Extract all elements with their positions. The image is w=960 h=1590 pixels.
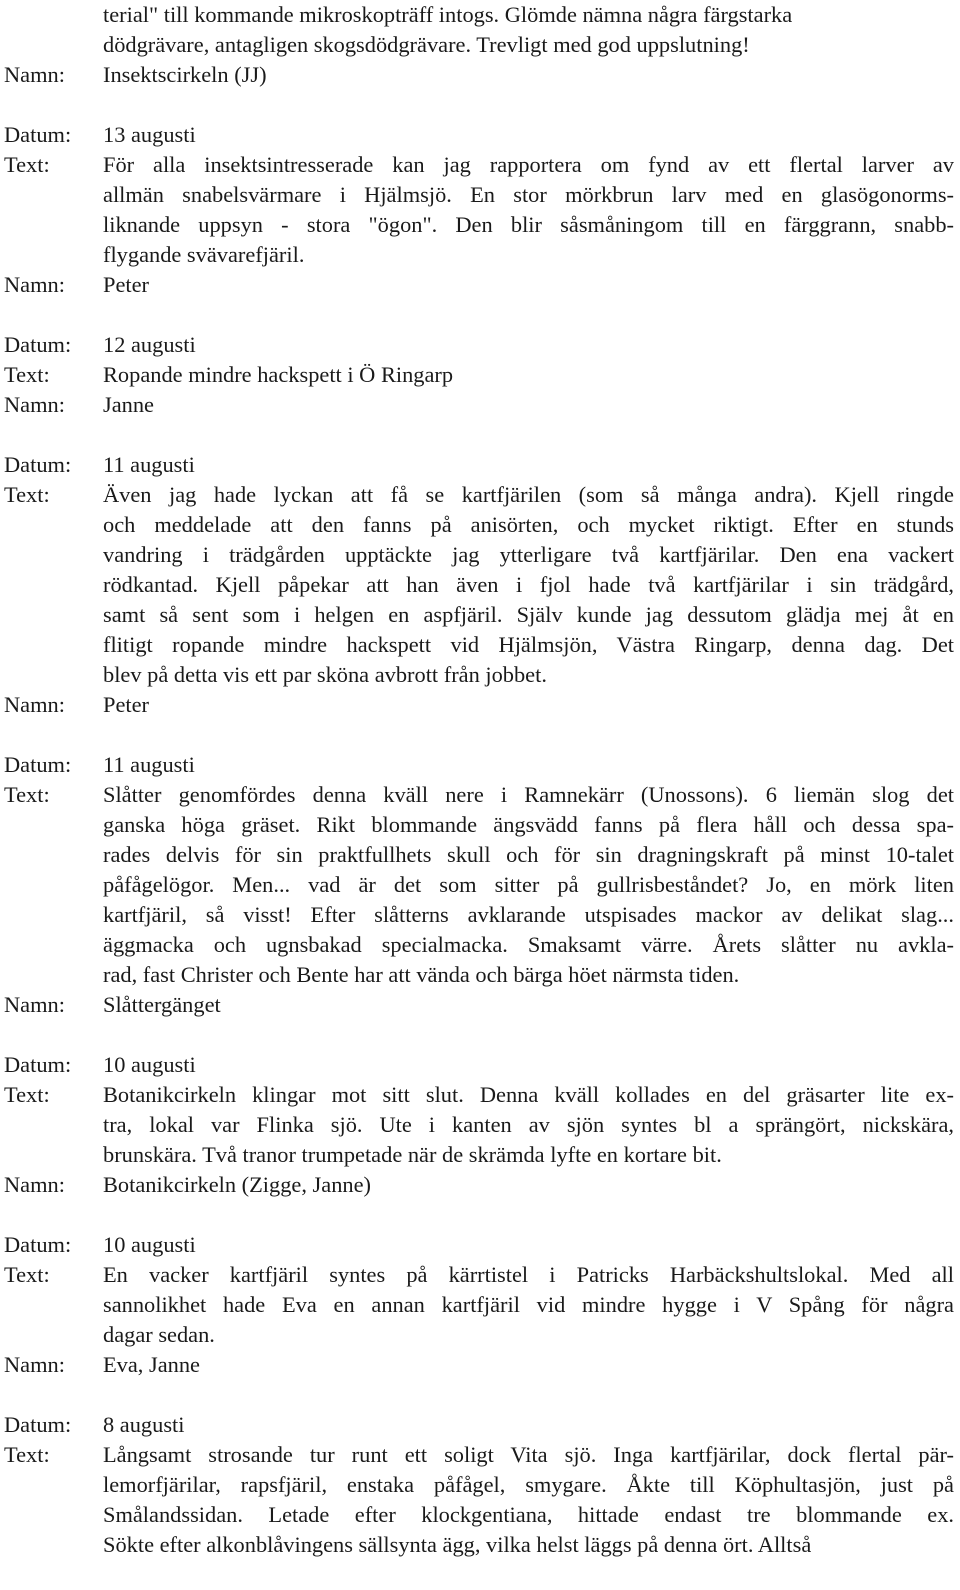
name-value: Janne	[103, 392, 154, 417]
name-label: Namn:	[4, 1352, 65, 1377]
lead-entry	[0, 0, 960, 60]
entry	[0, 120, 960, 300]
text-value	[103, 150, 960, 270]
date-label: Datum:	[4, 752, 72, 777]
text-label: Text:	[4, 1262, 50, 1287]
text-line: rades delvis för sin praktfullhets skull och för sin dragningskraft på minst 10-talet	[103, 842, 954, 867]
entry	[0, 1410, 960, 1560]
text-line: En vacker kartfjäril syntes på kärrtistel i Patricks Harbäckshultslokal. Med all	[103, 1262, 954, 1287]
text-line: Slåtter genomfördes denna kväll nere i Ramnekärr (Unossons). 6 liemän slog det	[103, 782, 954, 807]
date-value: 8 augusti	[103, 1412, 185, 1437]
date-label: Datum:	[4, 1052, 72, 1077]
name-label: Namn:	[4, 62, 65, 87]
entry	[0, 1050, 960, 1200]
name-label: Namn:	[4, 992, 65, 1017]
text-line: Även jag hade lyckan att få se kartfjärilen (som så många andra). Kjell ringde	[103, 482, 954, 507]
text-line: rödkantad. Kjell påpekar att han även i fjol hade två kartfjärilar i sin trädgård,	[103, 572, 954, 597]
name-value: Peter	[103, 692, 150, 717]
text-line: brunskära. Två tranor trumpetade när de skrämda lyfte en kortare bit.	[103, 1142, 722, 1167]
date-label: Datum:	[4, 332, 72, 357]
date-label: Datum:	[4, 1232, 72, 1257]
text-line: liknande uppsyn - stora "ögon". Den blir såsmåningom till en färggrann, snabb-	[103, 212, 954, 237]
name-value: Peter	[103, 272, 150, 297]
date-row	[0, 1410, 960, 1440]
text-row	[0, 1260, 960, 1350]
name-value: Botanikcirkeln (Zigge, Janne)	[103, 1172, 371, 1197]
date-row	[0, 450, 960, 480]
text-label: Text:	[4, 482, 50, 507]
lead-name-block	[0, 60, 960, 90]
date-value: 11 augusti	[103, 452, 195, 477]
date-value: 10 augusti	[103, 1232, 196, 1257]
text-line: Ropande mindre hackspett i Ö Ringarp	[103, 362, 454, 387]
date-row	[0, 120, 960, 150]
date-row	[0, 330, 960, 360]
name-value: Eva, Janne	[103, 1352, 200, 1377]
date-value: 13 augusti	[103, 122, 196, 147]
text-line: blev på detta vis ett par sköna avbrott från jobbet.	[103, 662, 547, 687]
text-line: Sökte efter alkonblåvingens sällsynta ägg, vilka helst läggs på denna ört. Alltså	[103, 1532, 812, 1557]
name-row	[0, 690, 960, 720]
name-row	[0, 60, 960, 90]
text-line: sannolikhet hade Eva en annan kartfjäril vid mindre hygge i V Spång för några	[103, 1292, 954, 1317]
date-label: Datum:	[4, 1412, 72, 1437]
text-line: kartfjäril, så visst! Efter slåtterns avklarande utspisades mackor av delikat slag...	[103, 902, 954, 927]
date-row	[0, 1230, 960, 1260]
text-line: dödgrävare, antagligen skogsdödgrävare. Trevligt med god uppslutning!	[103, 32, 750, 57]
name-row	[0, 1170, 960, 1200]
text-line: Smålandssidan. Letade efter klockgentiana, hittade endast tre blommande ex.	[103, 1502, 954, 1527]
text-line: Botanikcirkeln klingar mot sitt slut. Denna kväll kollades en del gräsarter lite ex-	[103, 1082, 954, 1107]
text-row	[0, 780, 960, 990]
text-line: ganska höga gräset. Rikt blommande ängsvädd fanns på flera håll och dessa spa-	[103, 812, 954, 837]
date-label: Datum:	[4, 122, 72, 147]
name-row	[0, 270, 960, 300]
entry	[0, 450, 960, 720]
text-line: Långsamt strosande tur runt ett soligt Vita sjö. Inga kartfjärilar, dock flertal pär-	[103, 1442, 954, 1467]
text-line: äggmacka och ugnsbakad specialmacka. Smaksamt värre. Årets slåtter nu avkla-	[103, 932, 954, 957]
name-row	[0, 390, 960, 420]
date-row	[0, 1050, 960, 1080]
date-value: 10 augusti	[103, 1052, 196, 1077]
text-row	[0, 480, 960, 690]
entry	[0, 1230, 960, 1380]
text-line: samt så sent som i helgen en aspfjäril. Själv kunde jag dessutom glädja mej åt en	[103, 602, 954, 627]
text-row	[0, 150, 960, 270]
text-row	[0, 360, 960, 390]
text-line: flygande svävarefjäril.	[103, 242, 305, 267]
name-row	[0, 990, 960, 1020]
text-line: dagar sedan.	[103, 1322, 215, 1347]
name-row	[0, 1350, 960, 1380]
text-line: allmän snabelsvärmare i Hjälmsjö. En stor mörkbrun larv med en glasögonorms-	[103, 182, 954, 207]
text-value	[103, 360, 960, 390]
entry	[0, 330, 960, 420]
text-row	[0, 1080, 960, 1170]
text-value	[103, 1260, 960, 1350]
entries-list	[0, 120, 960, 1560]
name-label: Namn:	[4, 392, 65, 417]
name-value: Slåttergänget	[103, 992, 221, 1017]
text-line: lemorfjärilar, rapsfjäril, enstaka påfågel, smygare. Åkte till Köphultasjön, just på	[103, 1472, 954, 1497]
name-label: Namn:	[4, 692, 65, 717]
text-line: flitigt ropande mindre hackspett vid Hjälmsjön, Västra Ringarp, denna dag. Det	[103, 632, 954, 657]
text-value	[103, 1440, 960, 1560]
name-label: Namn:	[4, 1172, 65, 1197]
name-label: Namn:	[4, 272, 65, 297]
text-value	[103, 480, 960, 690]
date-label: Datum:	[4, 452, 72, 477]
entry	[0, 750, 960, 1020]
text-value	[103, 1080, 960, 1170]
text-line: För alla insektsintresserade kan jag rapportera om fynd av ett flertal larver av	[103, 152, 954, 177]
text-line: rad, fast Christer och Bente har att vända och bärga höet närmsta tiden.	[103, 962, 740, 987]
name-value: Insektscirkeln (JJ)	[103, 62, 267, 87]
text-line: påfågelögor. Men... vad är det som sitter på gullrisbeståndet? Jo, en mörk liten	[103, 872, 954, 897]
text-label: Text:	[4, 782, 50, 807]
date-value: 11 augusti	[103, 752, 195, 777]
text-line: vandring i trädgården upptäckte jag ytterligare två kartfjärilar. Den ena vackert	[103, 542, 954, 567]
date-row	[0, 750, 960, 780]
text-label: Text:	[4, 362, 50, 387]
text-label: Text:	[4, 1082, 50, 1107]
text-value	[103, 780, 960, 990]
text-label: Text:	[4, 1442, 50, 1467]
text-line: terial" till kommande mikroskopträff intogs. Glömde nämna några färgstarka	[103, 2, 793, 27]
date-value: 12 augusti	[103, 332, 196, 357]
text-line: och meddelade att den fanns på anisörten, och mycket riktigt. Efter en stunds	[103, 512, 954, 537]
text-line: tra, lokal var Flinka sjö. Ute i kanten av sjön syntes bl a sprängört, nickskära,	[103, 1112, 954, 1137]
text-row	[0, 1440, 960, 1560]
text-label: Text:	[4, 152, 50, 177]
